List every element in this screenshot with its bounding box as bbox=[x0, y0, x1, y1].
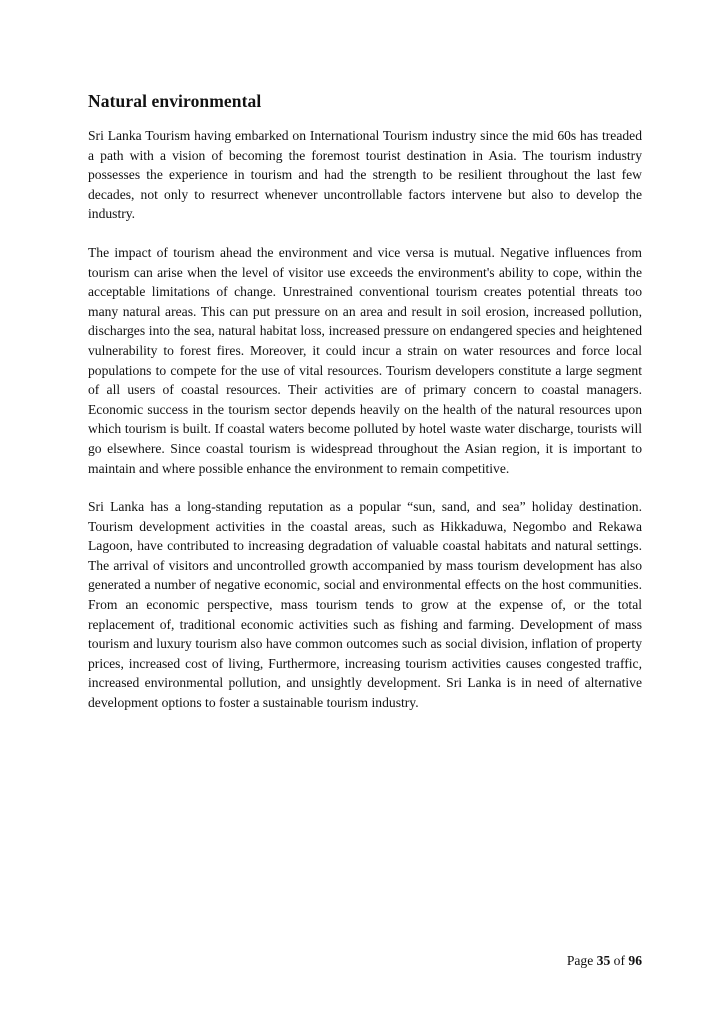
of-label: of bbox=[613, 953, 625, 968]
page-footer bbox=[567, 952, 642, 970]
paragraph-impact: The impact of tourism ahead the environment and vice versa is mutual. Negative influences from tourism can arise when the level of visitor use exceeds the environment's ability to cope, within the acceptable limitations of change. Unrestrained conventional tourism creates potential threats too many natural areas. This can put pressure on an area and result in soil erosion, increased pollution, discharges into the sea, natural habitat loss, increased pressure on endangered species and heightened vulnerability to forest fires. Moreover, it could incur a strain on water resources and force local populations to compete for the use of vital resources. Tourism developers constitute a large segment of all users of coastal resources. Their activities are of primary concern to coastal managers. Economic success in the tourism sector depends heavily on the health of the natural resources upon which tourism is built. If coastal waters become polluted by hotel waste water discharge, tourists will go elsewhere. Since coastal tourism is widespread throughout the Asian region, it is important to maintain and where possible enhance the environment to remain competitive. bbox=[88, 244, 642, 476]
paragraph-reputation: Sri Lanka has a long-standing reputation as a popular “sun, sand, and sea” holiday destination. Tourism development activities in the coastal areas, such as Hikkaduwa, Negombo and Rekawa Lagoon, have contributed to increasing degradation of valuable coastal habitats and natural settings. The arrival of visitors and uncontrolled growth accompanied by mass tourism development has also generated a number of negative economic, social and environmental effects on the host communities. From an economic perspective, mass tourism tends to grow at the expense of, or the total replacement of, traditional economic activities such as fishing and farming. Development of mass tourism and luxury tourism also have common outcomes such as social division, inflation of property prices, increased cost of living, Furthermore, increasing tourism activities causes congested traffic, increased environmental pollution, and unsightly development. Sri Lanka is in need of alternative development options to foster a sustainable tourism industry. bbox=[88, 499, 642, 711]
page-label: Page bbox=[566, 953, 594, 968]
document-body bbox=[88, 90, 642, 732]
total-pages-number: 96 bbox=[628, 953, 642, 968]
section-heading: Natural environmental bbox=[88, 91, 262, 111]
paragraph-intro: Sri Lanka Tourism having embarked on International Tourism industry since the mid 60s has treaded a path with a vision of becoming the foremost tourist destination in Asia. The tourism industry possesses the experience in tourism and had the strength to be resilient throughout the last few decades, not only to resurrect whenever uncontrollable factors intervene but also to develop the industry. bbox=[88, 128, 642, 222]
current-page-number: 35 bbox=[596, 953, 611, 968]
